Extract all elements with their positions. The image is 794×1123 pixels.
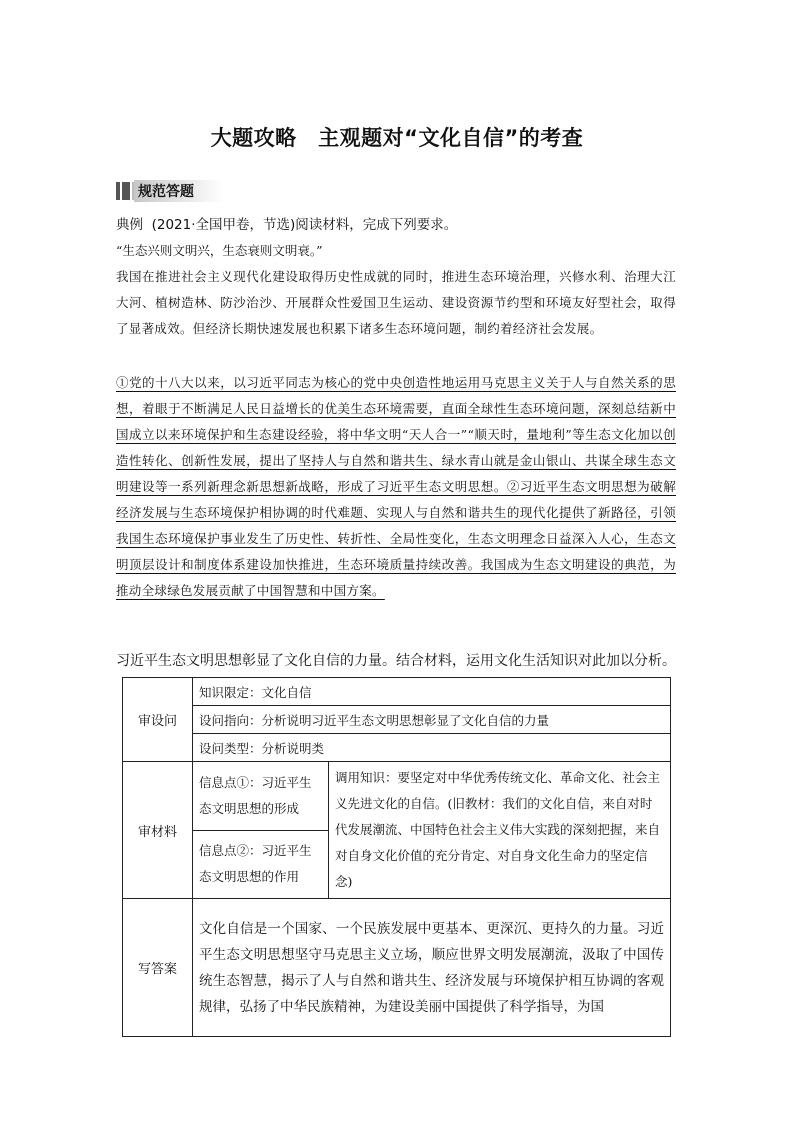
row-label-answer: 写答案 [123, 899, 193, 1037]
answer-analysis-table [122, 677, 671, 1037]
material-paragraph-1: 我国在推进社会主义现代化建设取得历史性成就的同时，推进生态环境治理，兴修水利、治理大江大河、植树造林、防沙治沙、开展群众性爱国卫生运动、建设资源节约型和环境友好型社会，取得了显著成效。但经济长期快速发展也积累下诸多生态环境问题，制约着经济社会发展。 [116, 269, 676, 336]
question-item: 设问指向：分析说明习近平生态文明思想彰显了文化自信的力量 [193, 706, 671, 734]
section-title: 规范答题 [134, 180, 224, 202]
knowledge-cell: 调用知识：要坚定对中华优秀传统文化、革命文化、社会主义先进文化的自信。(旧教材：我们的文化自信，来自对时代发展潮流、中国特色社会主义伟大实践的深刻把握，来自对自身文化价值的充分肯定、对自身文化生命力的坚定信念) [329, 762, 671, 899]
info-point-2: 信息点②：习近平生态文明思想的作用 [193, 830, 329, 899]
row-label-material: 审材料 [123, 762, 193, 899]
info-point-1: 信息点①：习近平生态文明思想的形成 [193, 762, 329, 831]
question-item: 设问类型：分析说明类 [193, 734, 671, 762]
section-header [116, 180, 224, 202]
example-label: 典例 [116, 217, 143, 233]
section-marker [116, 182, 120, 200]
example-source: (2021·全国甲卷，节选)阅读材料，完成下列要求。 [151, 217, 458, 233]
section-marker [122, 182, 130, 200]
question-item: 知识限定：文化自信 [193, 678, 671, 706]
example-line [116, 212, 676, 238]
question-prompt: 习近平生态文明思想彰显了文化自信的力量。结合材料，运用文化生活知识对此加以分析。 [116, 653, 676, 669]
row-label-question: 审设问 [123, 678, 193, 762]
material-paragraph-2: ①党的十八大以来，以习近平同志为核心的党中央创造性地运用马克思主义关于人与自然关系的思想，着眼于不断满足人民日益增长的优美生态环境需要，直面全球性生态环境问题，深刻总结新中国成立以来环境保护和生态建设经验，将中华文明“天人合一”“顺天时，量地利”等生态文化加以创造性转化、创新性发展，提出了坚持人与自然和谐共生、绿水青山就是金山银山、共谋全球生态文明建设等一系列新理念新思想新战略，形成了习近平生态文明思想。②习近平生态文明思想为破解经济发展与生态环境保护相协调的时代难题、实现人与自然和谐共生的现代化提供了新路径，引领我国生态环境保护事业发生了历史性、转折性、全局性变化，生态文明理念日益深入人心，生态文明顶层设计和制度体系建设加快推进，生态环境质量持续改善。我国成为生态文明建设的典范，为推动全球绿色发展贡献了中国智慧和中国方案。 [116, 375, 676, 598]
material-quote: “生态兴则文明兴，生态衰则文明衰。” [116, 243, 323, 258]
answer-text: 文化自信是一个国家、一个民族发展中更基本、更深沉、更持久的力量。习近平生态文明思想坚守马克思主义立场，顺应世界文明发展潮流，汲取了中国传统生态智慧，揭示了人与自然和谐共生、经济发展与环境保护相互协调的客观规律，弘扬了中华民族精神，为建设美丽中国提供了科学指导，为国 [193, 899, 671, 1037]
page-title: 大题攻略 主观题对“文化自信”的考查 [210, 126, 584, 150]
